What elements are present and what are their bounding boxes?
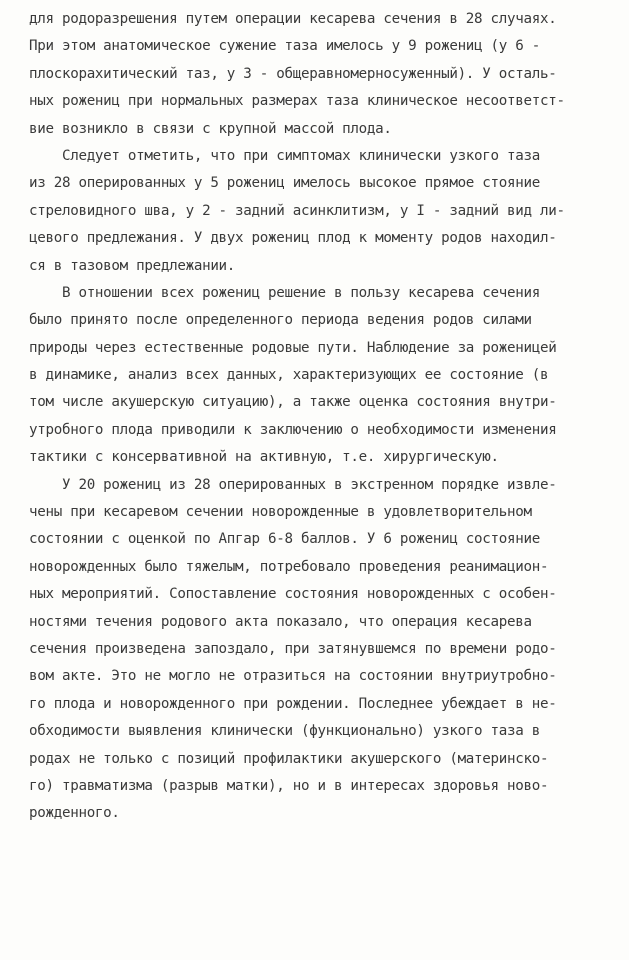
text-line: состоянии с оценкой по Апгар 6-8 баллов. У 6 рожениц состояние: [29, 531, 540, 548]
text-line: вие возникло в связи с крупной массой плода.: [29, 120, 392, 137]
text-line: обходимости выявления клинически (функционально) узкого таза в: [29, 723, 540, 740]
paragraph: [29, 280, 604, 472]
paragraph: [29, 472, 604, 828]
text-line: рожденного.: [29, 805, 120, 822]
text-line: родах не только с позиций профилактики акушерского (материнско-: [29, 750, 549, 767]
text-line: вом акте. Это не могло не отразиться на состоянии внутриутробно-: [29, 668, 557, 685]
document-body: [29, 6, 604, 828]
paragraph: [29, 143, 604, 280]
text-line: плоскорахитический таз, у 3 - общеравномерносуженный). У осталь-: [29, 65, 557, 82]
text-line: При этом анатомическое сужение таза имелось у 9 рожениц (у 6 -: [29, 38, 540, 55]
text-line: го) травматизма (разрыв матки), но и в интересах здоровья ново-: [29, 777, 549, 794]
text-line: том числе акушерскую ситуацию), а также оценка состояния внутри-: [29, 394, 557, 411]
text-line: го плода и новорожденного при рождении. Последнее убеждает в не-: [29, 695, 557, 712]
text-line: ных рожениц при нормальных размерах таза клиническое несоответст-: [29, 93, 565, 110]
text-line: В отношении всех рожениц решение в пользу кесарева сечения: [29, 284, 540, 301]
text-line: ся в тазовом предлежании.: [29, 257, 236, 274]
text-line: новорожденных было тяжелым, потребовало проведения реанимацион-: [29, 558, 549, 575]
text-line: цевого предлежания. У двух рожениц плод к моменту родов находил-: [29, 230, 557, 247]
text-line: ных мероприятий. Сопоставление состояния новорожденных с особен-: [29, 586, 557, 603]
text-line: У 20 рожениц из 28 оперированных в экстренном порядке извле-: [29, 476, 557, 493]
text-line: стреловидного шва, у 2 - задний асинклитизм, у I - задний вид ли-: [29, 202, 565, 219]
text-line: было принято после определенного периода ведения родов силами: [29, 312, 532, 329]
text-line: чены при кесаревом сечении новорожденные в удовлетворительном: [29, 504, 532, 521]
text-line: из 28 оперированных у 5 рожениц имелось высокое прямое стояние: [29, 175, 540, 192]
text-line: сечения произведена запоздало, при затянувшемся по времени родо-: [29, 640, 557, 657]
text-line: Следует отметить, что при симптомах клинически узкого таза: [29, 147, 540, 164]
text-line: ностями течения родового акта показало, что операция кесарева: [29, 613, 532, 630]
paragraph: [29, 6, 604, 143]
text-line: тактики с консервативной на активную, т.е. хирургическую.: [29, 449, 499, 466]
text-line: в динамике, анализ всех данных, характеризующих ее состояние (в: [29, 367, 549, 384]
text-line: утробного плода приводили к заключению о необходимости изменения: [29, 421, 557, 438]
text-line: природы через естественные родовые пути. Наблюдение за роженицей: [29, 339, 557, 356]
text-line: для родоразрешения путем операции кесарева сечения в 28 случаях.: [29, 11, 557, 27]
